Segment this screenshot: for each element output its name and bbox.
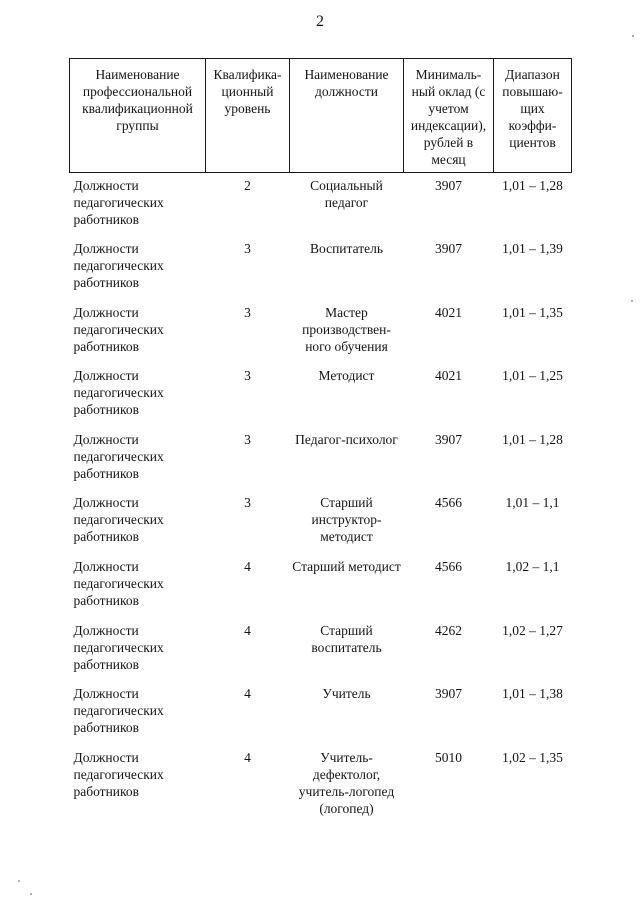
cell-group: Должности педагогических работников (73, 241, 164, 291)
scan-speck (18, 880, 20, 882)
cell-salary: 4021 (435, 304, 462, 320)
cell-salary: 3907 (435, 686, 462, 702)
cell-level: 3 (244, 495, 251, 511)
cell-salary: 4566 (435, 495, 462, 511)
table-row (70, 427, 572, 491)
cell-level: 4 (244, 559, 251, 575)
cell-range: 1,01 – 1,39 (502, 241, 563, 257)
salary-table-container (69, 58, 571, 817)
header-coefficient-range: Диапазон повышаю-щих коэффи-циентов (494, 59, 572, 173)
cell-group: Должности педагогических работников (73, 304, 164, 354)
cell-range: 1,01 – 1,25 (502, 368, 563, 384)
cell-salary: 4262 (435, 622, 462, 638)
cell-range: 1,01 – 1,28 (502, 178, 563, 193)
cell-range: 1,02 – 1,35 (502, 749, 563, 765)
salary-table (69, 58, 572, 817)
table-header (70, 59, 572, 173)
cell-position: Учитель-дефектолог, учитель-логопед (логопед) (298, 749, 395, 816)
scan-speck (631, 300, 633, 302)
table-row (70, 681, 572, 745)
cell-position: Методист (318, 368, 375, 384)
cell-group: Должности педагогических работников (73, 622, 164, 672)
table-body (70, 173, 572, 817)
page-number: 2 (316, 13, 324, 30)
cell-level: 3 (244, 431, 251, 447)
table-row (70, 618, 572, 682)
header-position-name: Наименование должности (290, 59, 404, 173)
cell-salary: 3907 (435, 178, 462, 193)
cell-salary: 4566 (435, 559, 462, 575)
cell-salary: 3907 (435, 431, 462, 447)
cell-range: 1,02 – 1,1 (505, 559, 560, 575)
table-row (70, 490, 572, 554)
cell-salary: 4021 (435, 368, 462, 384)
table-row (70, 363, 572, 427)
table-row (70, 236, 572, 300)
table-row (70, 554, 572, 618)
cell-group: Должности педагогических работников (73, 495, 164, 545)
cell-position: Учитель (322, 686, 371, 702)
header-qualification-group: Наименование профессиональной квалификационной группы (70, 59, 206, 173)
header-qualification-level: Квалифика-ционный уровень (206, 59, 290, 173)
cell-level: 4 (244, 622, 251, 638)
cell-range: 1,01 – 1,35 (502, 304, 563, 320)
cell-salary: 5010 (435, 749, 462, 765)
header-min-salary: Минималь-ный оклад (с учетом индексации), рублей в месяц (404, 59, 494, 173)
table-row (70, 173, 572, 237)
cell-group: Должности педагогических работников (73, 686, 164, 736)
cell-position: Мастер производствен-ного обучения (302, 304, 391, 354)
cell-level: 2 (244, 178, 251, 193)
cell-salary: 3907 (435, 241, 462, 257)
cell-level: 3 (244, 304, 251, 320)
cell-range: 1,02 – 1,27 (502, 622, 563, 638)
cell-level: 4 (244, 686, 251, 702)
cell-group: Должности педагогических работников (73, 178, 164, 227)
table-row (70, 300, 572, 364)
cell-group: Должности педагогических работников (73, 559, 164, 609)
cell-position: Старший инструктор-методист (311, 495, 382, 545)
cell-position: Старший методист (292, 559, 401, 575)
cell-position: Воспитатель (309, 241, 384, 257)
cell-range: 1,01 – 1,1 (505, 495, 560, 511)
table-row (70, 745, 572, 817)
scan-speck (30, 893, 32, 895)
cell-position: Педагог-психолог (295, 431, 398, 447)
cell-level: 3 (244, 241, 251, 257)
header-row (70, 59, 572, 173)
cell-group: Должности педагогических работников (73, 368, 164, 418)
cell-position: Социальный педагог (310, 178, 383, 210)
cell-range: 1,01 – 1,38 (502, 686, 563, 702)
cell-range: 1,01 – 1,28 (502, 431, 563, 447)
scan-speck (632, 35, 634, 37)
cell-position: Старший воспитатель (311, 622, 382, 655)
cell-group: Должности педагогических работников (73, 431, 164, 481)
cell-level: 3 (244, 368, 251, 384)
cell-group: Должности педагогических работников (73, 749, 164, 799)
cell-level: 4 (244, 749, 251, 765)
